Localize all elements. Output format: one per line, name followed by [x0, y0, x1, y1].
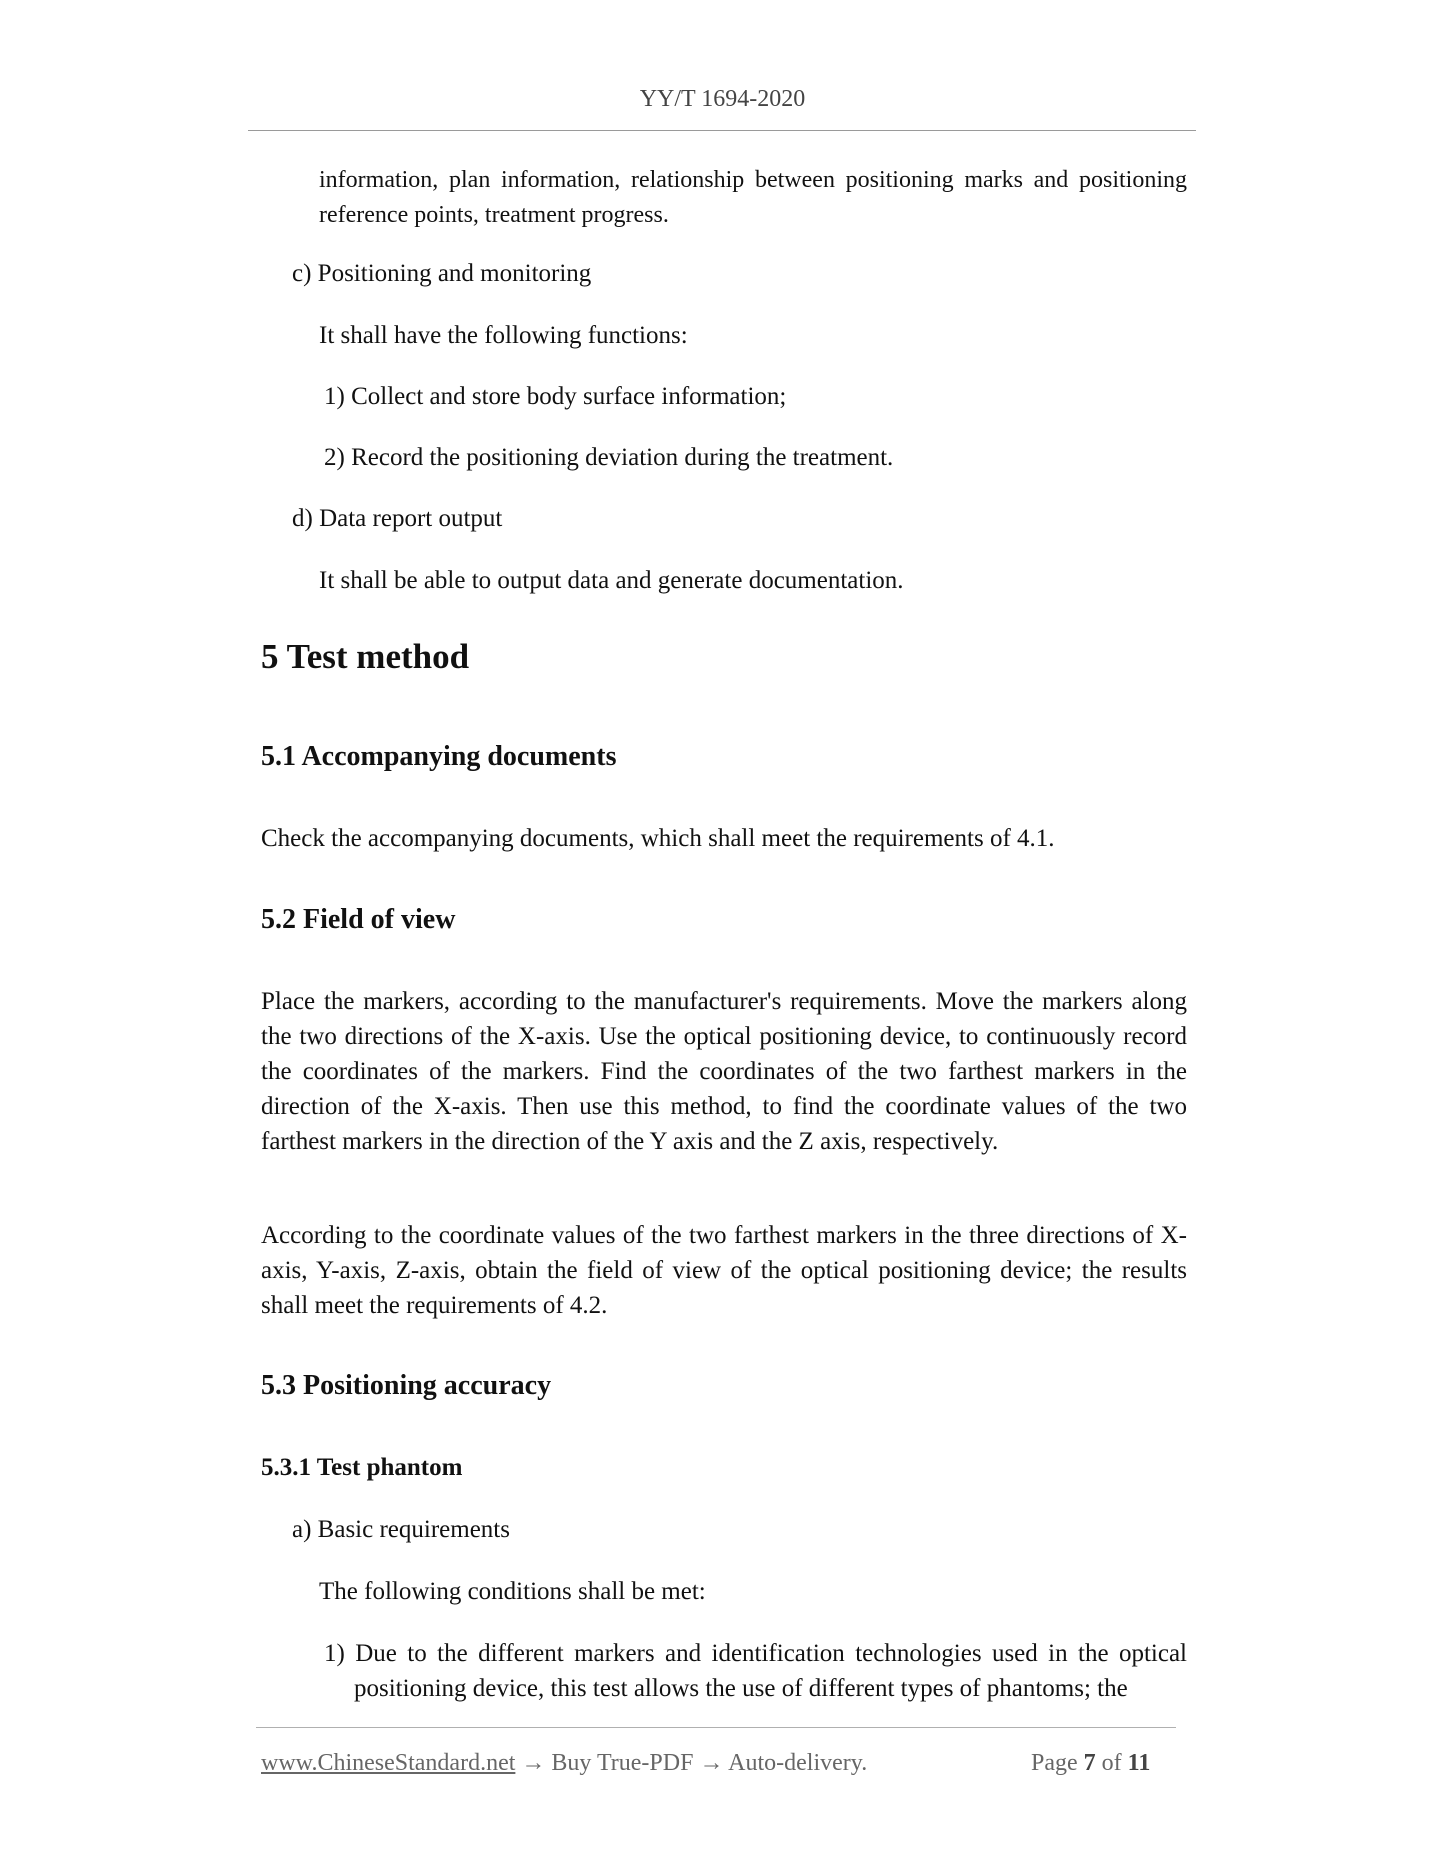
current-page-number: 7 — [1083, 1750, 1096, 1776]
arrow-right-icon: → — [699, 1750, 724, 1776]
arrow-right-icon: → — [521, 1750, 546, 1776]
continued-paragraph: information, plan information, relationship between positioning marks and positioning reference points, treatment progress. — [319, 167, 1187, 228]
header-divider — [248, 130, 1196, 131]
section-5-2-paragraph-1: Place the markers, according to the manufacturer's requirements. Move the markers along the two directions of the X-axis. Use the optical positioning device, to continuously record the coordinates of the markers. Find the coordinates of the two farthest markers in the direction of the X-axis. Then use this method, to find the coordinate values of the two farthest markers in the direction of the Y axis and the Z axis, respectively. — [261, 988, 1187, 1155]
page-number — [1031, 1748, 1150, 1778]
list-item-a-intro: The following conditions shall be met: — [319, 1578, 706, 1605]
chinese-standard-link[interactable]: www.ChineseStandard.net — [261, 1750, 516, 1776]
section-5-2-heading: 5.2 Field of view — [261, 904, 456, 935]
section-5-3-1-heading: 5.3.1 Test phantom — [261, 1454, 463, 1481]
list-item-c: c) Positioning and monitoring — [292, 260, 592, 287]
section-5-heading: 5 Test method — [261, 637, 470, 676]
buy-pdf-text: Buy True-PDF — [551, 1750, 694, 1776]
list-item-c-intro: It shall have the following functions: — [319, 322, 688, 349]
footer-divider — [256, 1727, 1176, 1728]
list-item-c-2: 2) Record the positioning deviation during the treatment. — [324, 444, 894, 471]
list-item-a: a) Basic requirements — [292, 1516, 510, 1543]
list-item-c-1: 1) Collect and store body surface information; — [324, 383, 787, 410]
section-5-1-text: Check the accompanying documents, which shall meet the requirements of 4.1. — [261, 825, 1055, 852]
document-header-title: YY/T 1694-2020 — [639, 86, 806, 112]
auto-delivery-text: Auto-delivery. — [728, 1750, 868, 1776]
section-5-2-paragraph-2: According to the coordinate values of the two farthest markers in the three directions of X-axis, Y-axis, Z-axis, obtain the field of view of the optical positioning device; the results shall meet the requirements of 4.2. — [261, 1222, 1187, 1319]
footer-left — [261, 1748, 867, 1778]
section-5-3-heading: 5.3 Positioning accuracy — [261, 1370, 552, 1401]
list-item-d: d) Data report output — [292, 505, 503, 532]
of-label: of — [1101, 1750, 1122, 1776]
list-item-a-1: 1) Due to the different markers and identification technologies used in the optical positioning device, this test allows the use of different types of phantoms; the — [324, 1640, 1187, 1702]
list-item-d-text: It shall be able to output data and generate documentation. — [319, 567, 904, 594]
page-label: Page — [1031, 1750, 1078, 1776]
total-pages-number: 11 — [1127, 1750, 1151, 1776]
section-5-1-heading: 5.1 Accompanying documents — [261, 741, 617, 772]
